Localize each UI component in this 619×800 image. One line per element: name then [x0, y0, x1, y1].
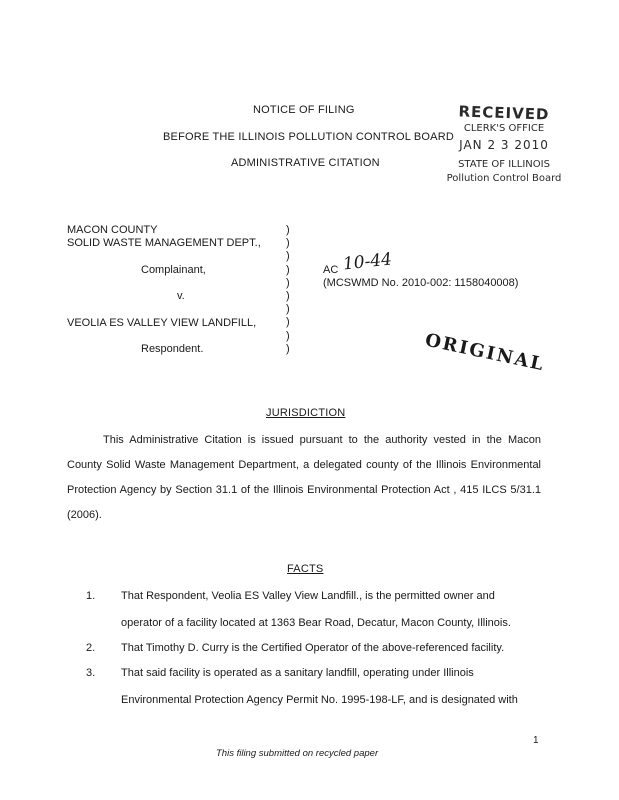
- received-stamp: [440, 104, 568, 188]
- notice-title: NOTICE OF FILING: [253, 104, 355, 116]
- stamp-received: RECEIVED: [458, 102, 550, 124]
- stamp-office: CLERK'S OFFICE: [463, 123, 545, 134]
- page-mark: 1: [533, 735, 539, 746]
- stamp-board: Pollution Control Board: [446, 173, 562, 184]
- fact-item: [121, 583, 541, 637]
- versus-label: v.: [177, 290, 185, 302]
- respondent-role: Respondent.: [141, 343, 204, 355]
- facts-heading: FACTS: [287, 563, 324, 575]
- complainant-role: Complainant,: [141, 264, 206, 276]
- stamp-date: JAN 2 3 2010: [459, 138, 549, 152]
- case-prefix: AC: [323, 264, 339, 276]
- jurisdiction-heading: JURISDICTION: [266, 407, 346, 419]
- fact-item: [121, 635, 541, 662]
- fact-line: That said facility is operated as a sanitary landfill, operating under Illinois: [121, 667, 474, 679]
- fact-line: That Timothy D. Curry is the Certified Operator of the above-referenced facility.: [121, 642, 505, 654]
- fact-line: operator of a facility located at 1363 Bear Road, Decatur, Macon County, Illinois.: [121, 617, 511, 629]
- stamp-state: STATE OF ILLINOIS: [458, 159, 550, 170]
- fact-number: 2.: [86, 642, 96, 654]
- recycled-paper-note: This filing submitted on recycled paper: [216, 748, 379, 759]
- fact-item: [121, 660, 541, 714]
- case-reference: (MCSWMD No. 2010-002: 1158040008): [323, 277, 519, 289]
- original-stamp: ORIGINAL: [423, 329, 547, 376]
- fact-number: 3.: [86, 667, 96, 679]
- complainant-name-line1: MACON COUNTY: [67, 224, 158, 236]
- fact-line: That Respondent, Veolia ES Valley View Landfill., is the permitted owner and: [121, 590, 495, 602]
- caption-bracket: ) ) ) ) ) ) ) ) ) ): [286, 224, 290, 355]
- jurisdiction-text: This Administrative Citation is issued pursuant to the authority vested in the Macon County Solid Waste Management Department, a delegated county of the Illinois Environmental Protection Agency by Section 31.1 of the Illinois Environmental Protection Act , 415 ILCS 5/31.1 (2006).: [67, 434, 541, 521]
- citation-subtitle: ADMINISTRATIVE CITATION: [231, 157, 380, 169]
- board-heading: BEFORE THE ILLINOIS POLLUTION CONTROL BOARD: [163, 131, 454, 143]
- complainant-name-line2: SOLID WASTE MANAGEMENT DEPT.,: [67, 237, 261, 249]
- case-number-handwritten: 10-44: [342, 249, 393, 275]
- fact-line: Environmental Protection Agency Permit No. 1995-198-LF, and is designated with: [121, 694, 518, 706]
- jurisdiction-paragraph: [67, 428, 541, 528]
- fact-number: 1.: [86, 590, 96, 602]
- respondent-name: VEOLIA ES VALLEY VIEW LANDFILL,: [67, 317, 257, 329]
